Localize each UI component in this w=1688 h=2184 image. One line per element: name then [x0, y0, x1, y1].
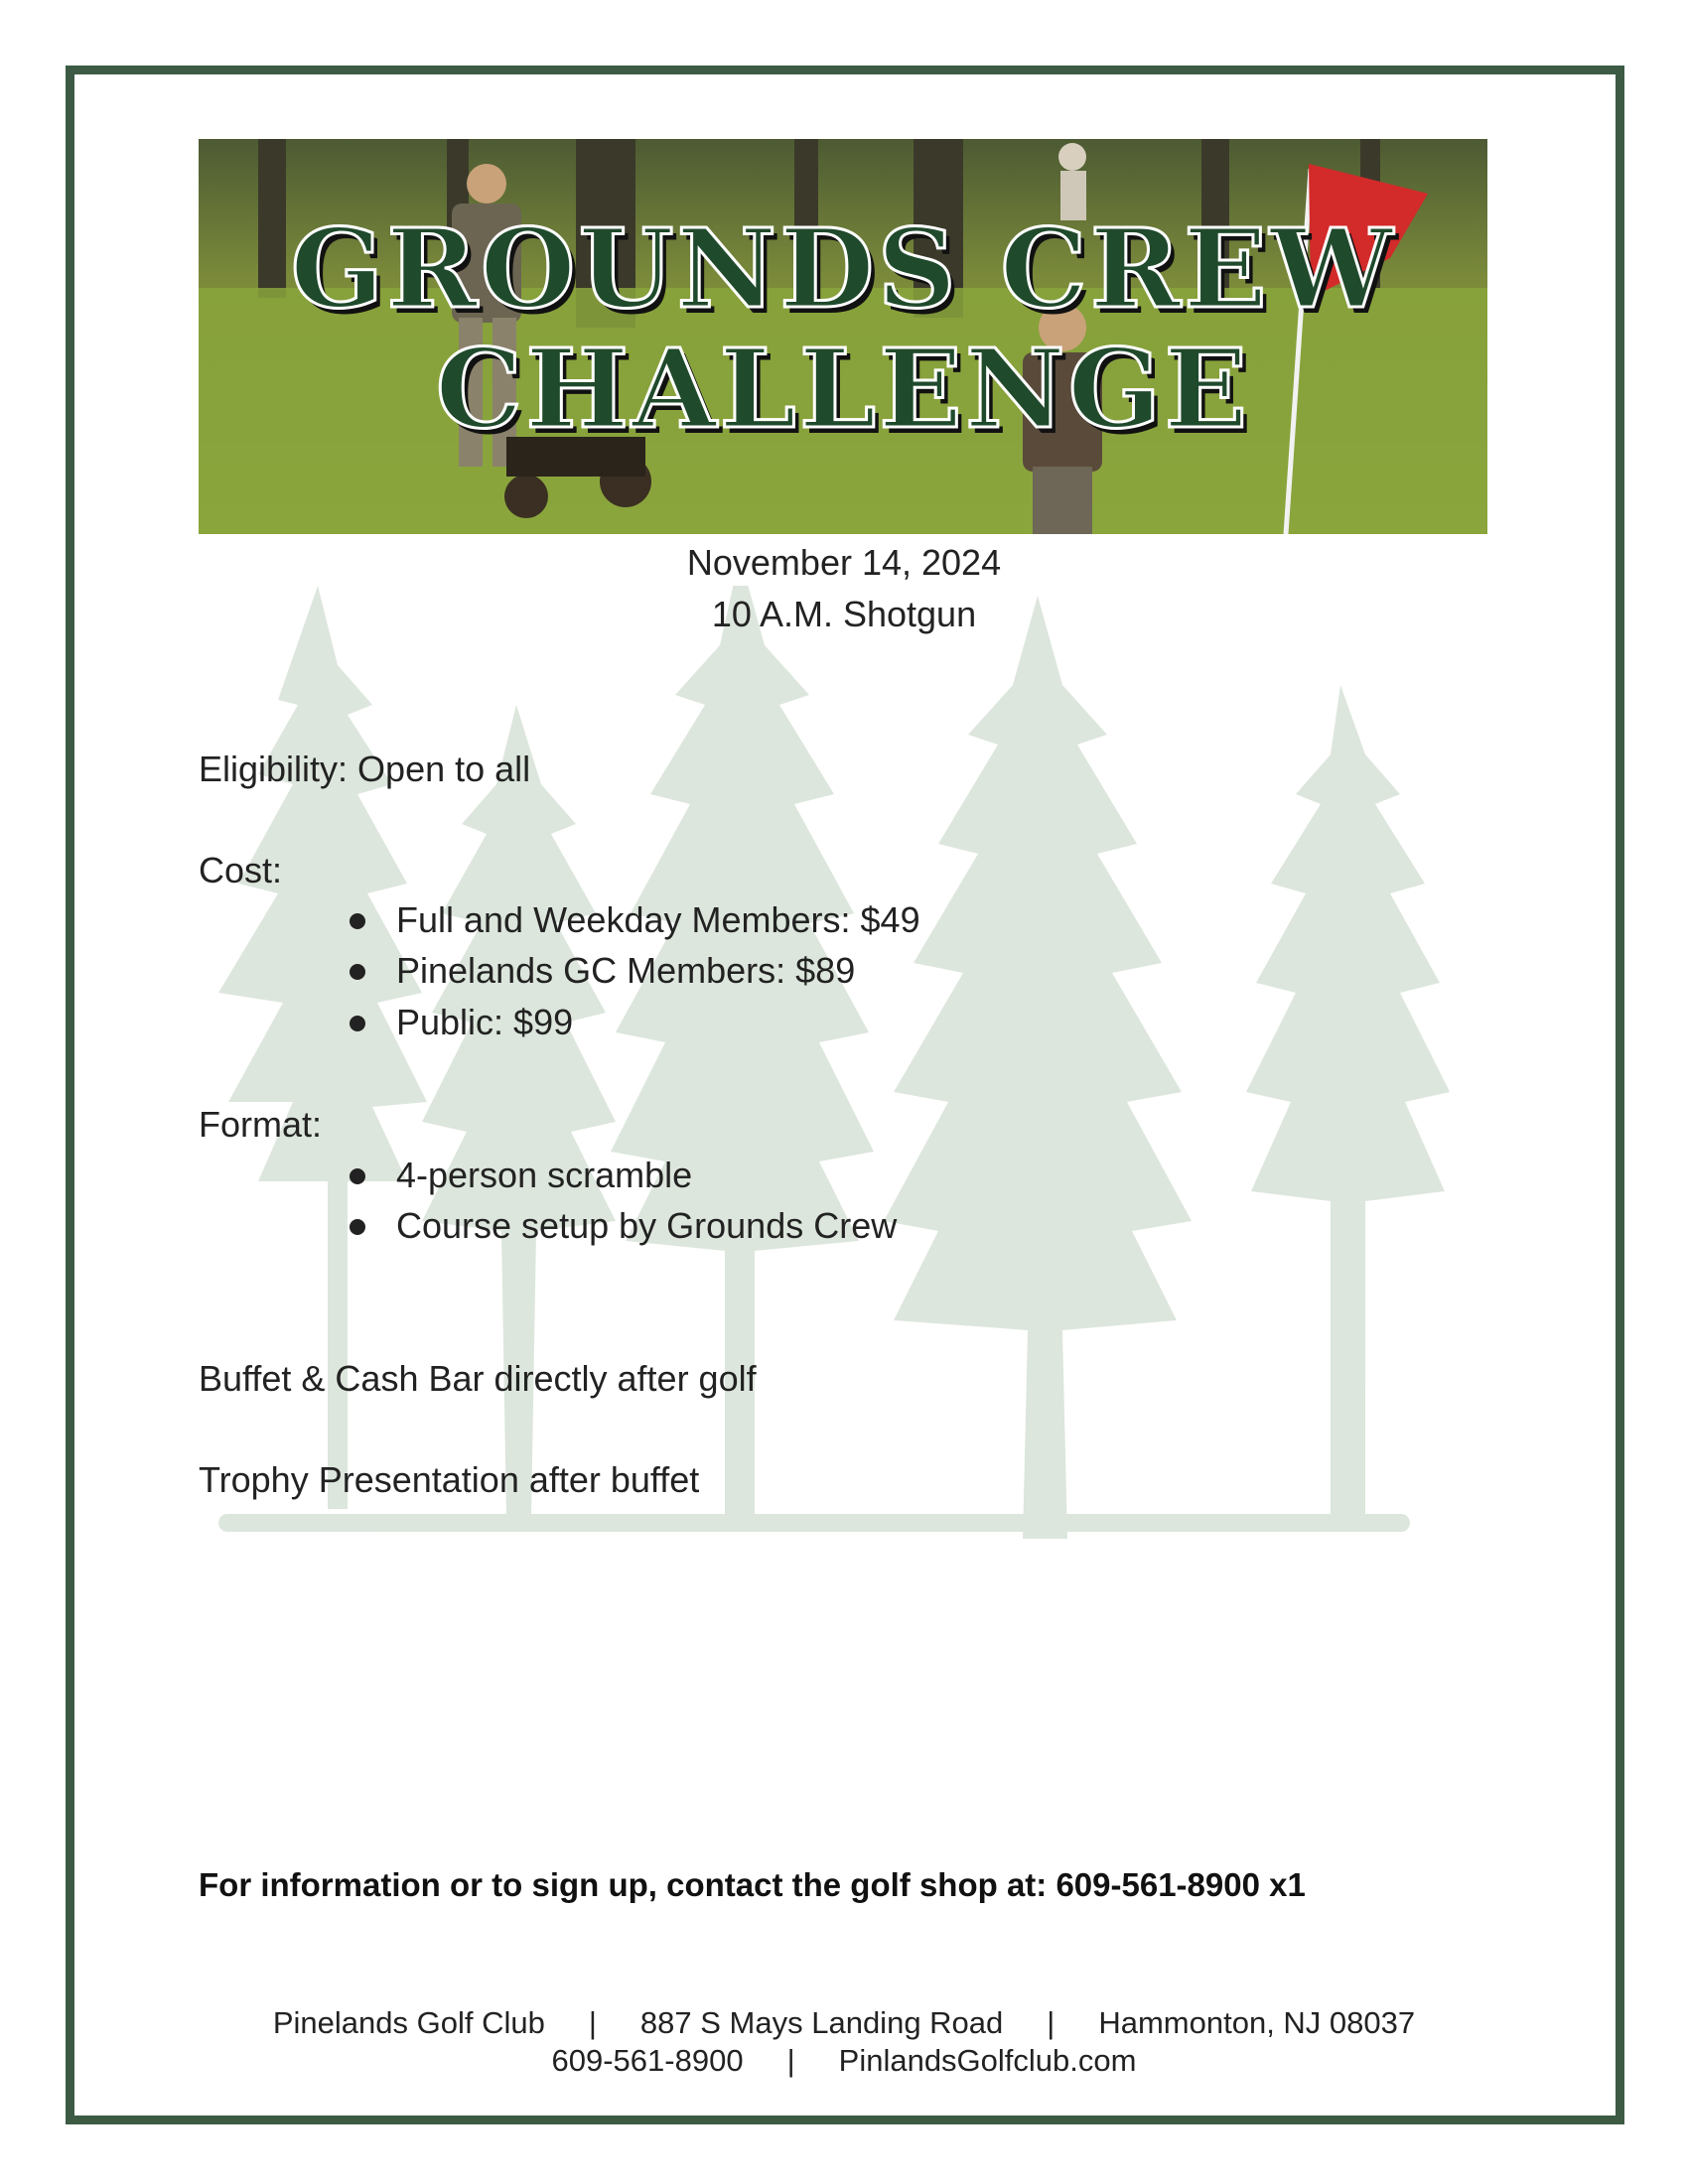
- banner-title-line1: GROUNDS CREW: [290, 205, 1396, 333]
- eligibility: Eligibility: Open to all: [199, 749, 531, 789]
- footer-separator: |: [786, 2043, 795, 2078]
- cost-item: Full and Weekday Members: $49: [396, 899, 920, 940]
- footer-separator: |: [1047, 2005, 1055, 2040]
- pine-tree-icon: [1246, 685, 1450, 1529]
- event-date: November 14, 2024: [686, 542, 1002, 583]
- cost-label: Cost:: [199, 850, 283, 890]
- format-item: 4-person scramble: [396, 1155, 693, 1195]
- banner-title-line2: CHALLENGE: [435, 325, 1251, 453]
- pine-tree-icon: [884, 596, 1192, 1539]
- bullet-icon: [350, 913, 365, 929]
- pine-trees-watermark: [199, 586, 1489, 1559]
- footer-separator: |: [588, 2005, 597, 2040]
- event-start: 10 A.M. Shotgun: [711, 594, 977, 634]
- format-item: Course setup by Grounds Crew: [396, 1205, 898, 1246]
- footer-line2: [0, 2043, 1688, 2079]
- footer-city: Hammonton, NJ 08037: [1098, 2005, 1416, 2040]
- bullet-icon: [350, 1168, 365, 1184]
- footer-phone: 609-561-8900: [551, 2043, 744, 2078]
- footer-website[interactable]: PinlandsGolfclub.com: [838, 2043, 1137, 2078]
- bullet-icon: [350, 1016, 365, 1031]
- footer-club: Pinelands Golf Club: [272, 2005, 545, 2040]
- cost-item: Pinelands GC Members: $89: [396, 950, 856, 991]
- format-label: Format:: [199, 1104, 323, 1145]
- cost-item: Public: $99: [396, 1002, 574, 1042]
- bullet-icon: [350, 1219, 365, 1235]
- footer-address: 887 S Mays Landing Road: [639, 2005, 1004, 2040]
- buffet-note: Buffet & Cash Bar directly after golf: [199, 1358, 757, 1399]
- trophy-note: Trophy Presentation after buffet: [199, 1459, 700, 1500]
- contact-info: For information or to sign up, contact the golf shop at: 609-561-8900 x1: [199, 1866, 1306, 1903]
- bullet-icon: [350, 964, 365, 980]
- event-banner: [199, 139, 1487, 534]
- footer-line1: [0, 2005, 1688, 2041]
